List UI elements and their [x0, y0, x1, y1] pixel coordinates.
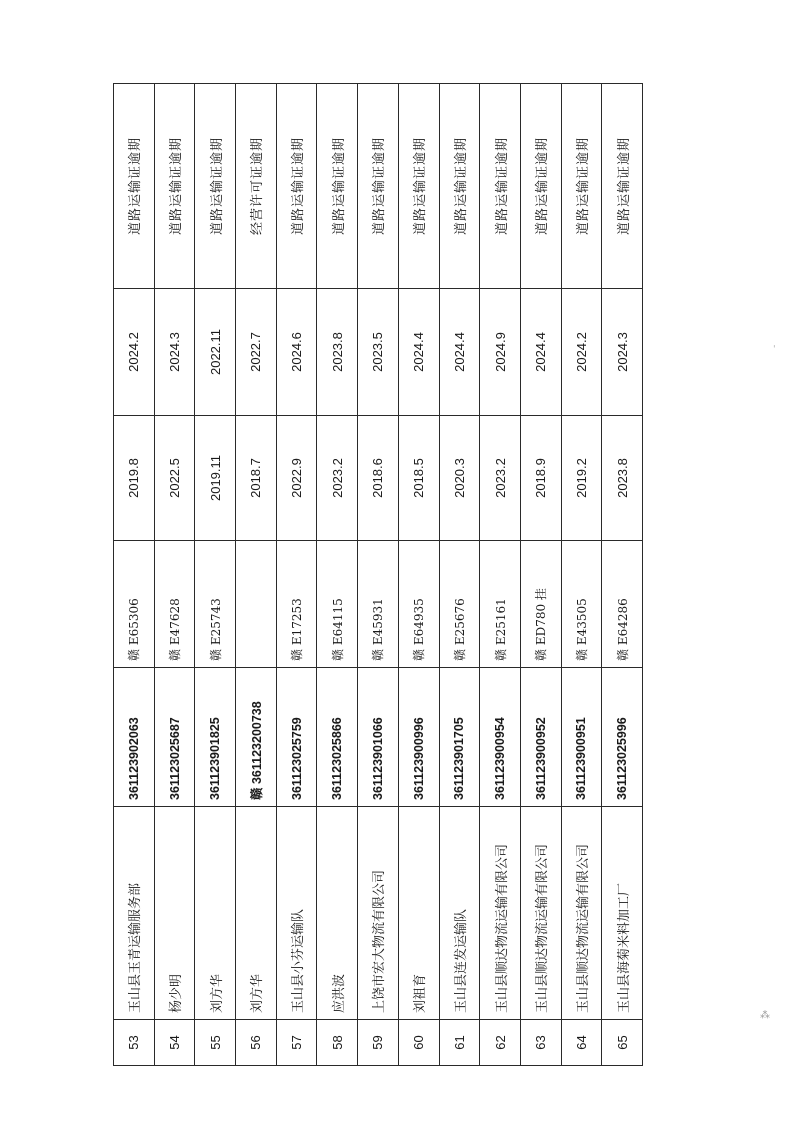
expiry-date-cell: 2024.2 — [561, 289, 602, 416]
issue-date-cell: 2018.7 — [236, 416, 277, 541]
row-number-cell: 58 — [317, 1020, 358, 1066]
row-number-cell: 60 — [398, 1020, 439, 1066]
license-number-cell: 361123900951 — [561, 668, 602, 807]
status-cell: 经营许可证逾期 — [236, 84, 277, 289]
row-number-cell: 65 — [602, 1020, 643, 1066]
row-number-cell: 61 — [439, 1020, 480, 1066]
status-cell: 道路运输证逾期 — [480, 84, 521, 289]
operator-name-cell: 玉山县玉青运输服务部 — [114, 807, 155, 1020]
issue-date-cell: 2018.5 — [398, 416, 439, 541]
status-cell: 道路运输证逾期 — [154, 84, 195, 289]
issue-date-cell: 2019.11 — [195, 416, 236, 541]
issue-date-cell: 2022.9 — [276, 416, 317, 541]
license-number-cell: 361123025687 — [154, 668, 195, 807]
expiry-date-cell: 2023.8 — [317, 289, 358, 416]
issue-date-cell: 2018.9 — [520, 416, 561, 541]
status-cell: 道路运输证逾期 — [520, 84, 561, 289]
plate-number-cell: 赣 E25743 — [195, 541, 236, 668]
status-cell: 道路运输证逾期 — [602, 84, 643, 289]
plate-number-cell: 赣 E25676 — [439, 541, 480, 668]
license-number-cell: 361123900954 — [480, 668, 521, 807]
rotated-table-container — [113, 84, 643, 1066]
table-row — [154, 84, 195, 1066]
expiry-date-cell: 2024.3 — [602, 289, 643, 416]
plate-number-cell: 赣 E17253 — [276, 541, 317, 668]
issue-date-cell: 2019.2 — [561, 416, 602, 541]
plate-number-cell: 赣 E47628 — [154, 541, 195, 668]
table-row — [317, 84, 358, 1066]
plate-number-cell: 赣 E64115 — [317, 541, 358, 668]
license-number-cell: 361123025759 — [276, 668, 317, 807]
table-row — [114, 84, 155, 1066]
scan-speck-mark: ⁂ — [760, 1010, 770, 1021]
table-row — [398, 84, 439, 1066]
table-body — [114, 84, 643, 1066]
row-number-cell: 53 — [114, 1020, 155, 1066]
plate-number-cell: 赣 E64935 — [398, 541, 439, 668]
operator-name-cell: 玉山县连发运输队 — [439, 807, 480, 1020]
operator-name-cell: 刘方华 — [236, 807, 277, 1020]
license-number-cell: 361123025866 — [317, 668, 358, 807]
document-page — [113, 84, 643, 1066]
row-number-cell: 59 — [358, 1020, 399, 1066]
expiry-date-cell: 2022.7 — [236, 289, 277, 416]
issue-date-cell: 2023.8 — [602, 416, 643, 541]
operator-name-cell: 玉山县小芬运输队 — [276, 807, 317, 1020]
status-cell: 道路运输证逾期 — [317, 84, 358, 289]
issue-date-cell: 2022.5 — [154, 416, 195, 541]
license-number-cell: 361123900952 — [520, 668, 561, 807]
row-number-cell: 63 — [520, 1020, 561, 1066]
plate-number-cell: 赣 ED780 挂 — [520, 541, 561, 668]
issue-date-cell: 2023.2 — [480, 416, 521, 541]
issue-date-cell: 2020.3 — [439, 416, 480, 541]
expiry-date-cell: 2024.4 — [439, 289, 480, 416]
table-row — [195, 84, 236, 1066]
operator-name-cell: 玉山县海菊米料加工厂 — [602, 807, 643, 1020]
operator-name-cell: 上饶市宏大物流有限公司 — [358, 807, 399, 1020]
overdue-license-table — [113, 83, 643, 1066]
license-number-cell: 361123902063 — [114, 668, 155, 807]
operator-name-cell: 玉山县顺达物流运输有限公司 — [480, 807, 521, 1020]
status-cell: 道路运输证逾期 — [114, 84, 155, 289]
operator-name-cell: 玉山县顺达物流运输有限公司 — [520, 807, 561, 1020]
expiry-date-cell: 2024.4 — [398, 289, 439, 416]
expiry-date-cell: 2024.6 — [276, 289, 317, 416]
license-number-cell: 361123901705 — [439, 668, 480, 807]
expiry-date-cell: 2024.2 — [114, 289, 155, 416]
table-row — [520, 84, 561, 1066]
operator-name-cell: 刘方华 — [195, 807, 236, 1020]
status-cell: 道路运输证逾期 — [195, 84, 236, 289]
status-cell: 道路运输证逾期 — [398, 84, 439, 289]
table-row — [276, 84, 317, 1066]
table-row — [236, 84, 277, 1066]
plate-number-cell: 赣 E65306 — [114, 541, 155, 668]
expiry-date-cell: 2022.11 — [195, 289, 236, 416]
scan-line-mark: ˈ — [773, 345, 776, 355]
issue-date-cell: 2019.8 — [114, 416, 155, 541]
issue-date-cell: 2023.2 — [317, 416, 358, 541]
table-row — [602, 84, 643, 1066]
table-row — [439, 84, 480, 1066]
plate-number-cell — [236, 541, 277, 668]
operator-name-cell: 刘祖育 — [398, 807, 439, 1020]
row-number-cell: 56 — [236, 1020, 277, 1066]
table-row — [358, 84, 399, 1066]
row-number-cell: 57 — [276, 1020, 317, 1066]
status-cell: 道路运输证逾期 — [439, 84, 480, 289]
plate-number-cell: 赣 E45931 — [358, 541, 399, 668]
operator-name-cell: 玉山县顺达物流运输有限公司 — [561, 807, 602, 1020]
license-number-cell: 361123025996 — [602, 668, 643, 807]
expiry-date-cell: 2024.9 — [480, 289, 521, 416]
status-cell: 道路运输证逾期 — [561, 84, 602, 289]
plate-number-cell: 赣 E64286 — [602, 541, 643, 668]
plate-number-cell: 赣 E43505 — [561, 541, 602, 668]
status-cell: 道路运输证逾期 — [358, 84, 399, 289]
license-number-cell: 赣 361123200738 — [236, 668, 277, 807]
plate-number-cell: 赣 E25161 — [480, 541, 521, 668]
expiry-date-cell: 2023.5 — [358, 289, 399, 416]
row-number-cell: 55 — [195, 1020, 236, 1066]
license-number-cell: 361123901825 — [195, 668, 236, 807]
issue-date-cell: 2018.6 — [358, 416, 399, 541]
operator-name-cell: 应洪波 — [317, 807, 358, 1020]
expiry-date-cell: 2024.4 — [520, 289, 561, 416]
status-cell: 道路运输证逾期 — [276, 84, 317, 289]
license-number-cell: 361123900996 — [398, 668, 439, 807]
table-row — [480, 84, 521, 1066]
row-number-cell: 54 — [154, 1020, 195, 1066]
row-number-cell: 62 — [480, 1020, 521, 1066]
table-row — [561, 84, 602, 1066]
expiry-date-cell: 2024.3 — [154, 289, 195, 416]
license-number-cell: 361123901066 — [358, 668, 399, 807]
operator-name-cell: 杨少明 — [154, 807, 195, 1020]
row-number-cell: 64 — [561, 1020, 602, 1066]
